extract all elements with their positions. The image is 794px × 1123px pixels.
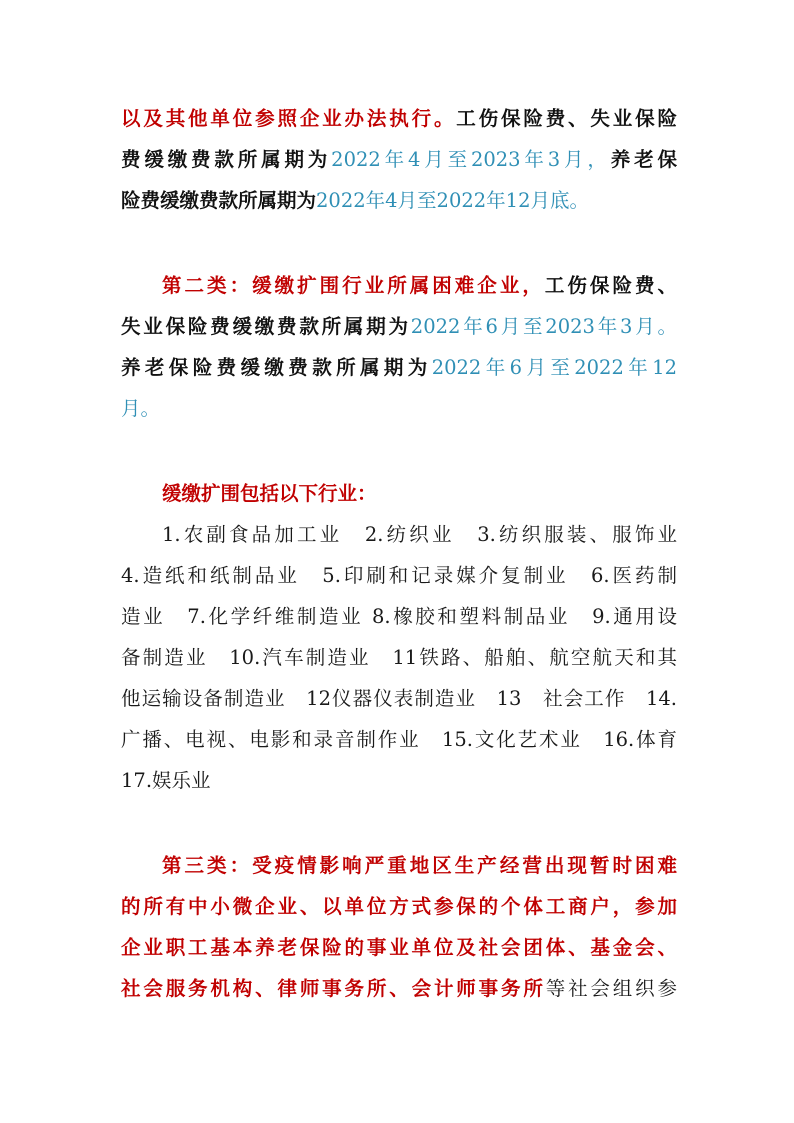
p4-line-1 [162,850,677,882]
p2-red-text: 第二类：缓缴扩围行业所属困难企业， [162,274,545,297]
p4-line-4 [121,973,677,1005]
p4-red-text: 第三类：受疫情影响严重地区生产经营出现暂时困难 [162,854,677,877]
p2-line-1 [162,270,677,302]
p2-line-4 [121,393,677,425]
p1-bold-text: 养老保 [610,148,677,171]
industry-list-line: 4.造纸和纸制品业 5.印刷和记录媒介复制业 6.医药制 [121,564,677,587]
p2-bold-text: 工伤保险费、 [544,274,677,297]
p1-separator: ， [587,148,611,171]
p4-red-text: 社会服务机构、律师事务所、会计师事务所 [121,977,546,1000]
industry-list-heading: 缓缴扩围包括以下行业： [162,482,377,505]
p1-line-2 [121,144,677,176]
industry-list-line: 造业 7.化学纤维制造业 8.橡胶和塑料制品业 9.通用设 [121,605,677,628]
p1-date-range: 2022年4月至2022年12月底。 [316,189,589,212]
industry-list-line: 备制造业 10.汽车制造业 11铁路、船舶、航空航天和其 [121,646,677,669]
p1-bold-text: 工伤保险费、失业保险 [456,107,677,130]
p1-line-3 [121,185,677,217]
p4-red-text: 企业职工基本养老保险的事业单位及社会团体、基金会、 [121,936,677,959]
p2-bold-text: 养老保险费缓缴费款所属期为 [121,356,432,379]
p1-bold-text: 险费缓缴费款所属期为 [121,189,317,212]
p1-red-text: 以及其他单位参照企业办法执行。 [121,107,457,130]
p4-line-2 [121,891,677,923]
industry-list-line: 广播、电视、电影和录音制作业 15.文化艺术业 16.体育 [121,728,677,751]
p1-line-1 [121,103,677,135]
p3-heading [162,478,677,510]
p4-line-3 [121,932,677,964]
p1-bold-text: 费缓缴费款所属期为 [121,148,332,171]
p1-date-range: 2022年4月至2023年3月 [331,148,588,171]
p2-bold-text: 失业保险费缓缴费款所属期为 [121,315,411,338]
p2-date-range: 2022年6月至2023年3月。 [410,315,677,338]
p4-red-text: 的所有中小微企业、以单位方式参保的个体工商户，参加 [121,895,677,918]
industry-list-line: 17.娱乐业 [121,769,211,792]
p2-line-3 [121,352,677,384]
p2-line-2 [121,311,677,343]
p4-plain-text: 等社会组织参 [545,977,677,1000]
p2-date-range: 月。 [121,397,161,420]
industry-list-line: 他运输设备制造业 12仪器仪表制造业 13 社会工作 14. [121,687,677,710]
industry-list-line: 1.农副食品加工业 2.纺织业 3.纺织服装、服饰业 [162,523,677,546]
p2-date-range: 2022年6月至2022年12 [431,356,677,379]
